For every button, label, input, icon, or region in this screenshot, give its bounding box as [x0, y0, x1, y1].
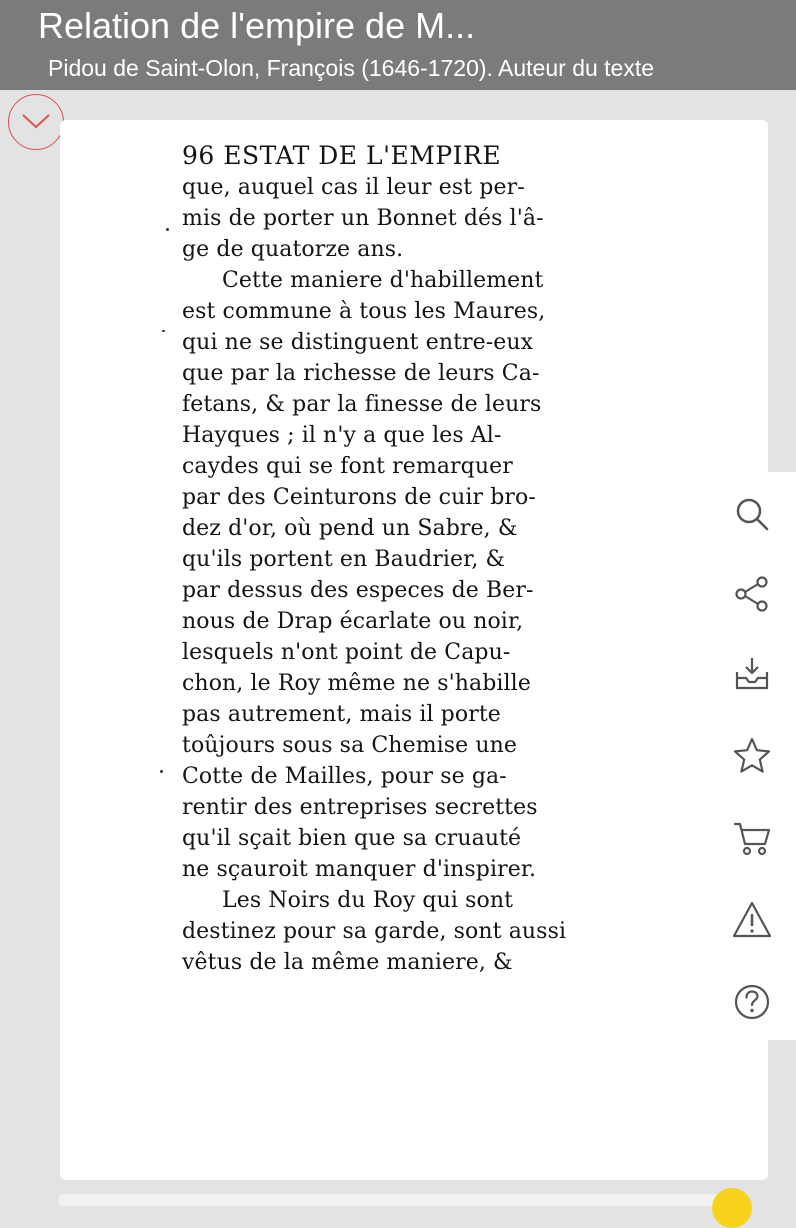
- scan-speck: [162, 330, 165, 332]
- page-line: Cotte de Mailles, pour se ga-: [182, 764, 507, 789]
- star-icon: [732, 736, 772, 776]
- scanned-page: [160, 130, 600, 990]
- help-icon: [732, 982, 772, 1022]
- search-icon: [732, 494, 772, 534]
- page-line: nous de Drap écarlate ou noir,: [182, 609, 524, 634]
- favorite-button[interactable]: [726, 730, 778, 782]
- search-button[interactable]: [726, 488, 778, 540]
- floating-action-button[interactable]: [712, 1188, 752, 1228]
- page-line: caydes qui se font remarquer: [182, 454, 513, 479]
- report-button[interactable]: [726, 894, 778, 946]
- page-line: Les Noirs du Roy qui sont: [222, 888, 514, 913]
- scan-speck: [166, 228, 169, 231]
- help-button[interactable]: [726, 976, 778, 1028]
- page-line: rentir des entreprises secrettes: [182, 795, 538, 820]
- share-icon: [732, 574, 772, 614]
- page-line: que par la richesse de leurs Ca-: [182, 361, 540, 386]
- page-line: par dessus des especes de Ber-: [182, 578, 534, 603]
- page-line: est commune à tous les Maures,: [182, 299, 546, 324]
- chevron-down-icon: [21, 111, 51, 131]
- page-line: Cette maniere d'habillement: [222, 268, 544, 293]
- page-line: par des Ceinturons de cuir bro-: [182, 485, 536, 510]
- page-line: chon, le Roy même ne s'habille: [182, 671, 531, 696]
- document-author[interactable]: Pidou de Saint-Olon, François (1646-1720). Auteur du texte: [48, 55, 655, 81]
- document-title[interactable]: Relation de l'empire de M...: [38, 5, 476, 46]
- page-line: lesquels n'ont point de Capu-: [182, 640, 511, 665]
- scan-speck: [160, 770, 163, 773]
- page-line: ne sçauroit manquer d'inspirer.: [182, 857, 537, 882]
- page-line: qu'il sçait bien que sa cruauté: [182, 826, 522, 851]
- page-line: fetans, & par la finesse de leurs: [182, 392, 542, 417]
- page-line: toûjours sous sa Chemise une: [182, 733, 518, 758]
- page-line: dez d'or, où pend un Sabre, &: [182, 516, 518, 541]
- page-header-line: 96 ESTAT DE L'EMPIRE: [182, 141, 502, 170]
- warning-icon: [732, 900, 772, 940]
- cart-icon: [732, 818, 772, 858]
- page-line: mis de porter un Bonnet dés l'â-: [182, 206, 544, 231]
- page-line: vêtus de la même maniere, &: [182, 950, 513, 975]
- share-button[interactable]: [726, 568, 778, 620]
- side-toolbar: [712, 472, 796, 1040]
- page-line: pas autrement, mais il porte: [182, 702, 501, 727]
- download-button[interactable]: [726, 648, 778, 700]
- page-line: qu'ils portent en Baudrier, &: [182, 547, 506, 572]
- page-line: destinez pour sa garde, sont aussi: [182, 919, 567, 944]
- download-icon: [732, 654, 772, 694]
- page-line: que, auquel cas il leur est per-: [182, 175, 525, 200]
- bottom-bar: [58, 1194, 738, 1206]
- page-line: ge de quatorze ans.: [182, 237, 404, 262]
- page-line: Hayques ; il n'y a que les Al-: [182, 423, 502, 448]
- cart-button[interactable]: [726, 812, 778, 864]
- page-line: qui ne se distinguent entre-eux: [182, 330, 534, 355]
- collapse-header-button[interactable]: [8, 94, 64, 150]
- app-header: [0, 0, 796, 90]
